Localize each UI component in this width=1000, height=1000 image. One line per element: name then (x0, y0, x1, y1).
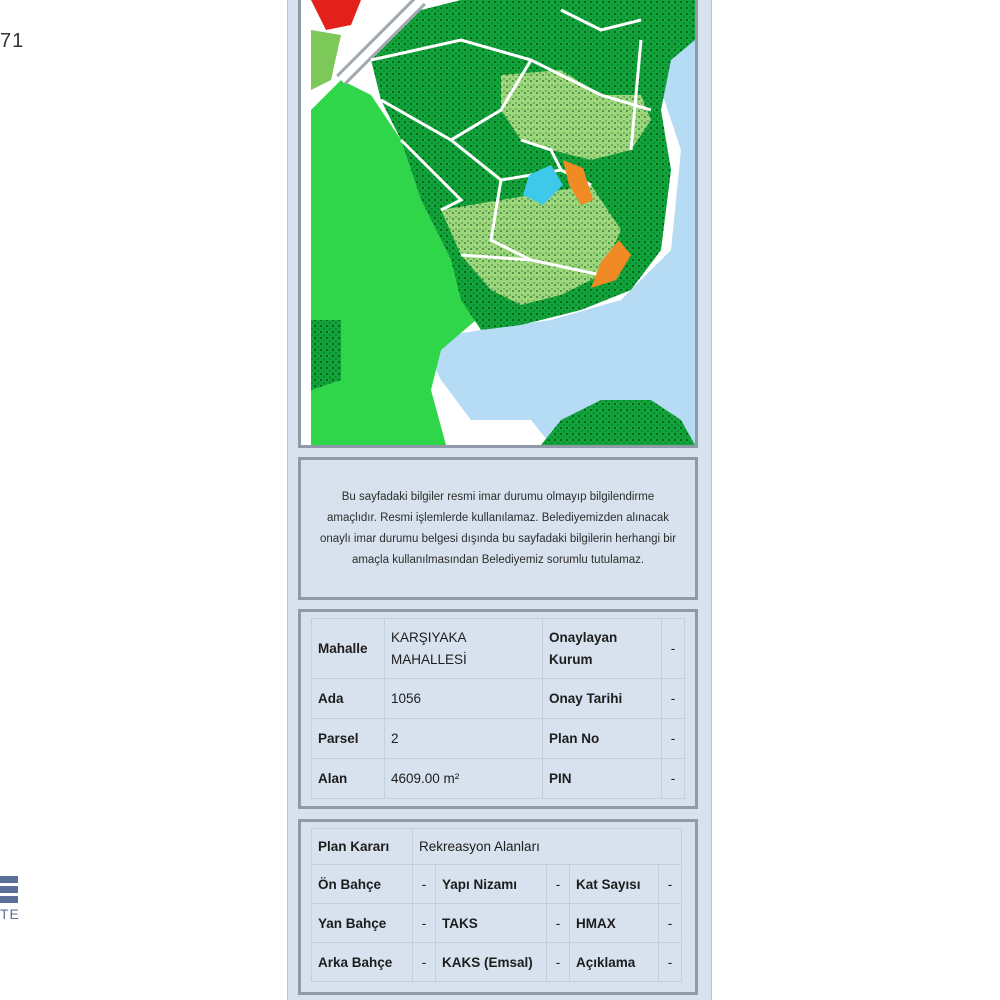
zoning-map[interactable] (298, 0, 698, 448)
plan-no-value: - (662, 719, 685, 759)
aciklama-label: Açıklama (570, 943, 659, 982)
ada-value: 1056 (385, 679, 543, 719)
onaylayan-value: - (662, 619, 685, 679)
plan-karari-value: Rekreasyon Alanları (413, 829, 682, 865)
hmax-label: HMAX (570, 904, 659, 943)
arka-bahce-label: Arka Bahçe (312, 943, 413, 982)
pin-value: - (662, 759, 685, 799)
on-bahce-value: - (413, 865, 436, 904)
kaks-value: - (547, 943, 570, 982)
kat-sayisi-value: - (659, 865, 682, 904)
hmax-value: - (659, 904, 682, 943)
plan-karari-label: Plan Kararı (312, 829, 413, 865)
aciklama-value: - (659, 943, 682, 982)
alan-value: 4609.00 m² (385, 759, 543, 799)
parsel-label: Parsel (312, 719, 385, 759)
mahalle-value: KARŞIYAKA MAHALLESİ (385, 619, 543, 679)
kaks-label: KAKS (Emsal) (436, 943, 547, 982)
onay-tarihi-label: Onay Tarihi (543, 679, 662, 719)
mahalle-label: Mahalle (312, 619, 385, 679)
disclaimer-box (298, 457, 698, 600)
yapi-nizami-label: Yapı Nizamı (436, 865, 547, 904)
corner-logo-text: TE (0, 906, 20, 922)
alan-label: Alan (312, 759, 385, 799)
yan-bahce-label: Yan Bahçe (312, 904, 413, 943)
disclaimer-text: Bu sayfadaki bilgiler resmi imar durumu olmayıp bilgilendirme amaçlıdır. Resmi işlemlerde kullanılamaz. Belediyemizden alınacak onaylı imar durumu belgesi dışında bu sayfadaki bilgilerin herhangi bir amaçla kullanılmasından Belediyemiz sorumlu tutulamaz. (319, 490, 677, 566)
arka-bahce-value: - (413, 943, 436, 982)
page-number: 71 (0, 30, 25, 52)
taks-value: - (547, 904, 570, 943)
corner-logo (0, 876, 22, 922)
plan-no-label: Plan No (543, 719, 662, 759)
parcel-info-table (311, 618, 685, 799)
parsel-value: 2 (385, 719, 543, 759)
on-bahce-label: Ön Bahçe (312, 865, 413, 904)
zoning-info-panel (287, 0, 712, 1000)
yapi-nizami-value: - (547, 865, 570, 904)
taks-label: TAKS (436, 904, 547, 943)
kat-sayisi-label: Kat Sayısı (570, 865, 659, 904)
yan-bahce-value: - (413, 904, 436, 943)
plan-info-table (311, 828, 682, 982)
ada-label: Ada (312, 679, 385, 719)
plan-info-box (298, 819, 698, 995)
forest-area (311, 320, 341, 390)
parcel-info-box (298, 609, 698, 809)
onaylayan-label: Onaylayan Kurum (543, 619, 662, 679)
pin-label: PIN (543, 759, 662, 799)
onay-tarihi-value: - (662, 679, 685, 719)
